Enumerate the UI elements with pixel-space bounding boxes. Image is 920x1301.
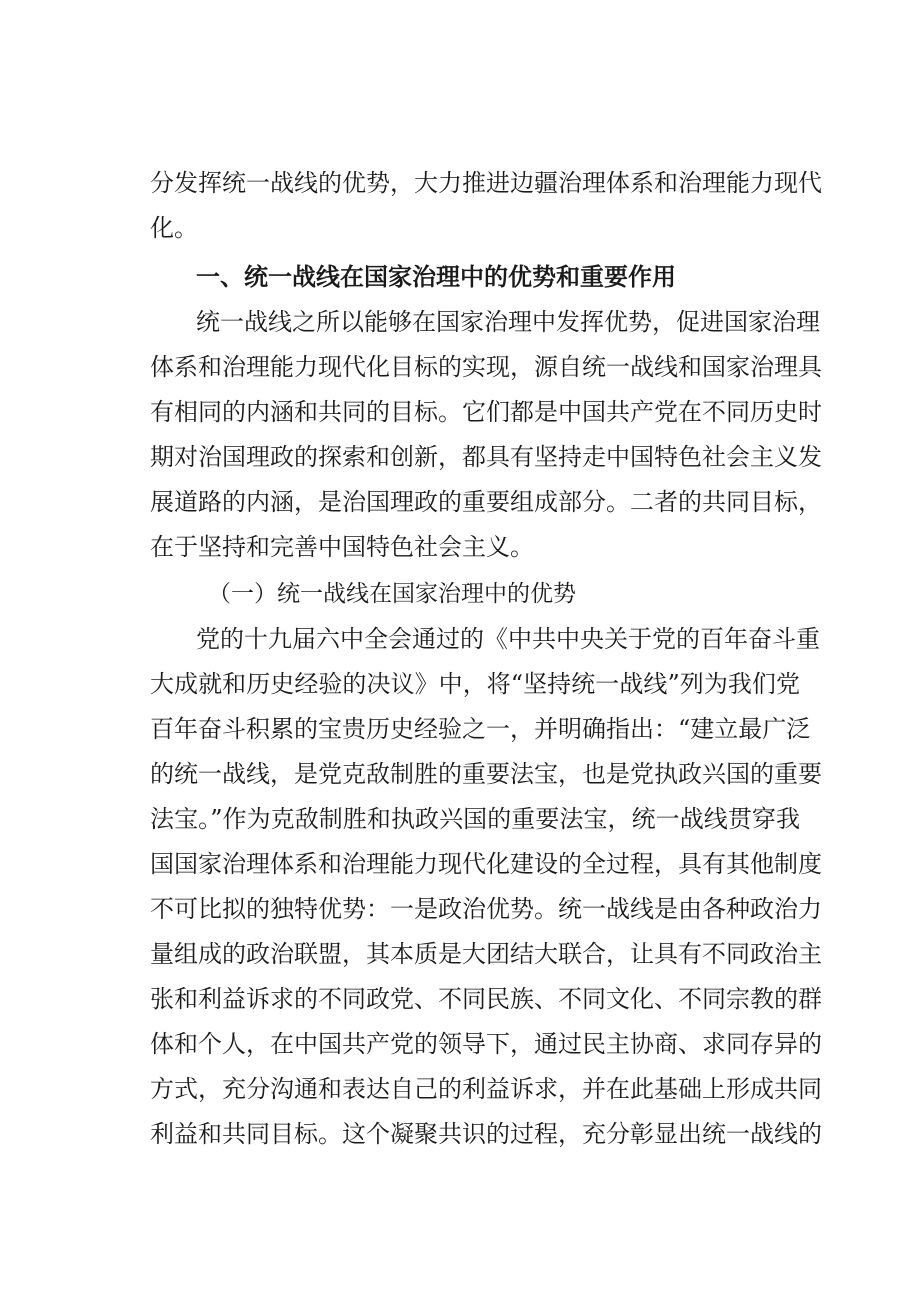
paragraph-line: 利益和共同目标。这个凝聚共识的过程，充分彰显出统一战线的: [150, 1120, 822, 1148]
subsection-heading: （一）统一战线在国家治理中的优势: [208, 581, 576, 607]
paragraph-line: 展道路的内涵，是治国理政的重要组成部分。二者的共同目标，: [150, 488, 822, 516]
intro-line: 分发挥统一战线的优势，大力推进边疆治理体系和治理能力现代: [150, 169, 822, 197]
paragraph-line: 大成就和历史经验的决议》中，将“坚持统一战线”列为我们党: [150, 670, 800, 698]
section-heading: 一、统一战线在国家治理中的优势和重要作用: [196, 263, 676, 291]
paragraph-line: 不可比拟的独特优势：一是政治优势。统一战线是由各种政治力: [150, 895, 822, 923]
paragraph-line: 百年奋斗积累的宝贵历史经验之一，并明确指出：“建立最广泛: [150, 715, 811, 743]
paragraph-line: 法宝。”作为克敌制胜和执政兴国的重要法宝，统一战线贯穿我: [150, 805, 800, 833]
paragraph-line: 量组成的政治联盟，其本质是大团结大联合，让具有不同政治主: [150, 940, 822, 968]
paragraph-line: 国国家治理体系和治理能力现代化建设的全过程，具有其他制度: [150, 850, 822, 878]
intro-line: 化。: [150, 214, 198, 242]
paragraph-line: 在于坚持和完善中国特色社会主义。: [150, 533, 534, 561]
paragraph-line: 张和利益诉求的不同政党、不同民族、不同文化、不同宗教的群: [150, 985, 822, 1013]
paragraph-line: 体系和治理能力现代化目标的实现，源自统一战线和国家治理具: [150, 353, 822, 381]
paragraph-line: 的统一战线，是党克敌制胜的重要法宝，也是党执政兴国的重要: [150, 760, 822, 788]
paragraph-line: 体和个人，在中国共产党的领导下，通过民主协商、求同存异的: [150, 1030, 822, 1058]
paragraph-line: 有相同的内涵和共同的目标。它们都是中国共产党在不同历史时: [150, 398, 822, 426]
paragraph-line: 党的十九届六中全会通过的《中共中央关于党的百年奋斗重: [196, 625, 820, 653]
paragraph-line: 期对治国理政的探索和创新，都具有坚持走中国特色社会主义发: [150, 443, 822, 471]
paragraph-line: 统一战线之所以能够在国家治理中发挥优势，促进国家治理: [196, 308, 820, 336]
paragraph-line: 方式，充分沟通和表达自己的利益诉求，并在此基础上形成共同: [150, 1075, 822, 1103]
document-body: [150, 161, 822, 1157]
